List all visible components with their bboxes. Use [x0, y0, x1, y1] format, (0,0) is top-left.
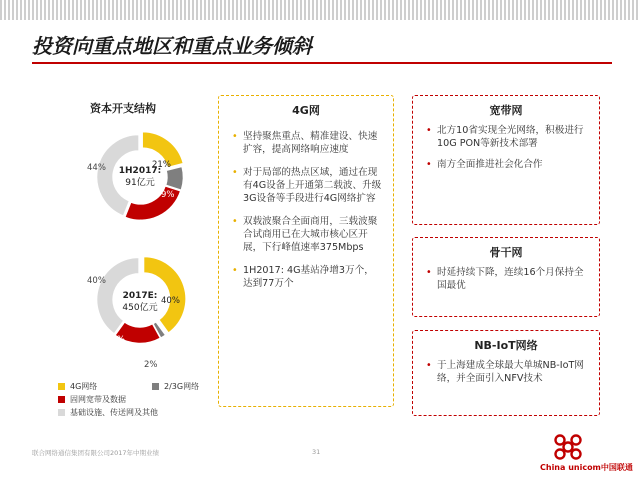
donut2-label-broadband: 18%: [106, 335, 125, 345]
box-broadband-network: [412, 95, 600, 225]
box-4g-bullet-1: • 坚持聚焦重点、精准建设、快速扩容，提高网络响应速度: [229, 130, 383, 156]
donut2-center-line2: 450亿元: [122, 303, 158, 313]
legend-item-broadband: [58, 394, 126, 405]
donut2-label-infra: 40%: [87, 276, 106, 286]
box-nbiot-network: [412, 330, 600, 416]
box-nbiot-bullets: [423, 359, 589, 385]
box-4g-network: [218, 95, 394, 407]
legend-item-23g: [152, 381, 199, 392]
box-4g-bullet-4: • 1H2017: 4G基站净增3万个，达到77万个: [229, 264, 383, 290]
title-underline: [32, 62, 612, 64]
box-4g-bullets: [229, 130, 383, 290]
donut1-label-23g: 9%: [161, 190, 175, 200]
chart-legend: [58, 380, 211, 419]
box-broadband-bullet-2: • 南方全面推进社会化合作: [423, 158, 589, 171]
legend-item-4g: [58, 381, 140, 392]
box-nbiot-title: NB-IoT网络: [474, 339, 538, 352]
box-backbone-bullets: [423, 266, 589, 292]
box-broadband-bullets: [423, 124, 589, 171]
top-decorative-stripe: [0, 0, 640, 20]
box-nbiot-bullet-1: • 于上海建成全球最大单城NB-IoT网络，并全面引入NFV技术: [423, 359, 589, 385]
china-unicom-logo-icon: [548, 432, 588, 462]
box-4g-bullet-3: • 双载波聚合全面商用，三载波聚合试商用已在大城市核心区开展，下行峰值速率375Mbps: [229, 215, 383, 254]
legend-swatch-4g: [58, 383, 65, 390]
donut1-center-line2: 91亿元: [125, 178, 155, 188]
legend-label-broadband: 固网宽带及数据: [70, 395, 126, 404]
box-broadband-bullet-1: • 北方10省实现全光网络，积极进行10G PON等新技术部署: [423, 124, 589, 150]
charts-title: 资本开支结构: [90, 102, 156, 115]
legend-swatch-broadband: [58, 396, 65, 403]
legend-item-infra: [58, 407, 158, 418]
box-backbone-bullet-1: • 时延持续下降，连续16个月保持全国最优: [423, 266, 589, 292]
donut1-label-infra: 44%: [87, 163, 106, 173]
donut2-label-23g: 2%: [144, 360, 158, 370]
box-4g-title: 4G网: [292, 104, 320, 117]
box-backbone-title: 骨干网: [489, 246, 523, 259]
donut1-label-4g: 21%: [152, 160, 171, 170]
box-4g-bullet-2: • 对于局部的热点区域，通过在现有4G设备上开通第二载波、升级3G设备等手段进行4G网络扩容: [229, 166, 383, 205]
legend-swatch-23g: [152, 383, 159, 390]
legend-label-4g: 4G网络: [70, 382, 98, 391]
page-title: 投资向重点地区和重点业务倾斜: [32, 34, 312, 58]
donut2-label-4g: 40%: [161, 296, 180, 306]
donut1-label-broadband: 26%: [128, 219, 147, 229]
footer-text: 联合网络通信集团有限公司2017年中期业绩: [32, 449, 160, 457]
donut2-center-line1: 2017E:: [122, 291, 158, 301]
box-backbone-network: [412, 237, 600, 317]
page-number: 31: [312, 448, 321, 456]
donut1-center-line1: 1H2017:: [118, 166, 162, 176]
legend-label-23g: 2/3G网络: [164, 382, 200, 391]
box-broadband-title: 宽带网: [489, 104, 523, 117]
legend-swatch-infra: [58, 409, 65, 416]
logo-text: China unicom中国联通: [540, 463, 633, 472]
legend-label-infra: 基础设施、传送网及其他: [70, 408, 158, 417]
